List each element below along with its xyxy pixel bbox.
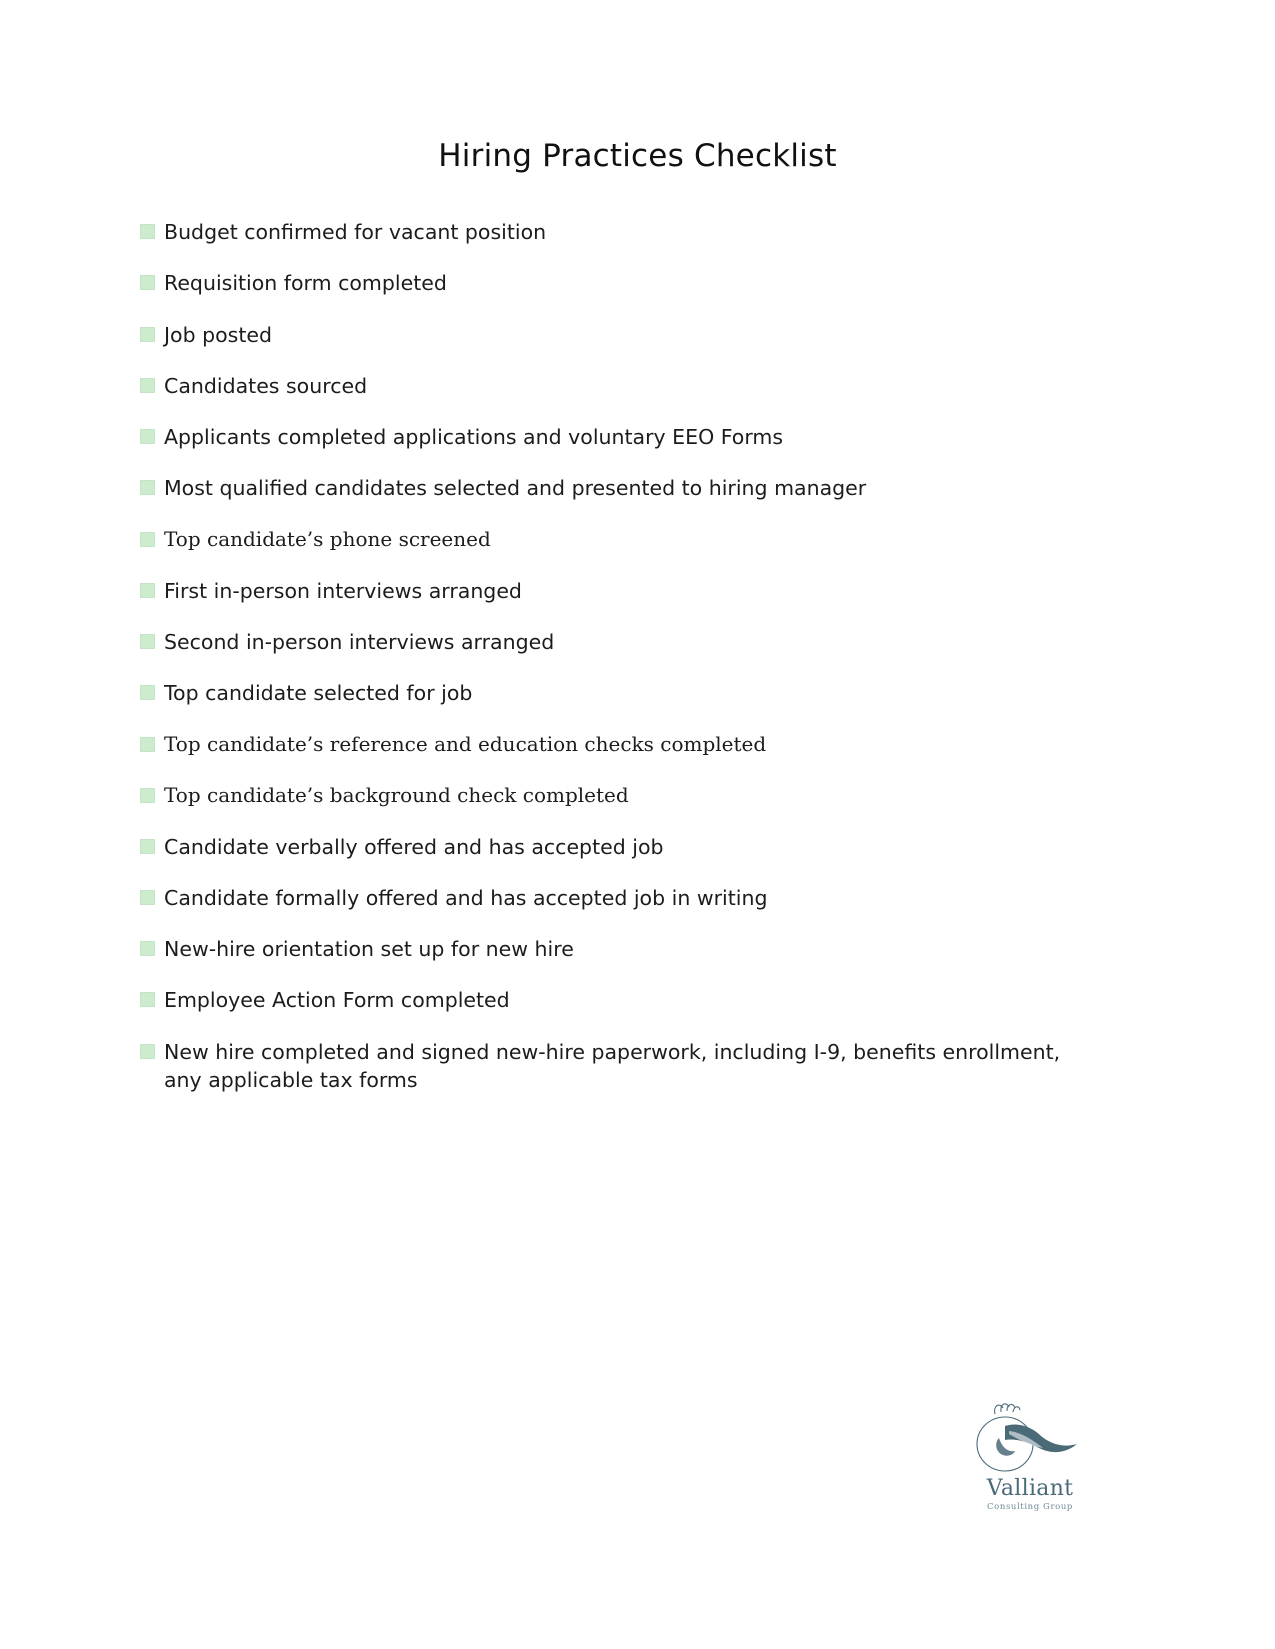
list-item-label: Job posted bbox=[164, 322, 273, 347]
list-item-label: Most qualified candidates selected and presented to hiring manager bbox=[164, 476, 867, 501]
checkbox-icon[interactable] bbox=[140, 378, 155, 393]
list-item-label: Budget confirmed for vacant position bbox=[164, 220, 547, 244]
logo-name: Valliant bbox=[986, 1476, 1074, 1501]
checkbox-icon[interactable] bbox=[140, 992, 155, 1007]
list-item[interactable] bbox=[140, 679, 1100, 707]
list-item-label: Second in-person interviews arranged bbox=[164, 629, 555, 654]
list-item[interactable] bbox=[140, 526, 1100, 554]
checkbox-icon[interactable] bbox=[140, 275, 155, 290]
checkbox-icon[interactable] bbox=[140, 839, 155, 854]
list-item[interactable] bbox=[140, 731, 1100, 759]
list-item-label: Top candidate’s background check completed bbox=[164, 782, 629, 807]
list-item-label: Top candidate’s phone screened bbox=[164, 526, 491, 551]
list-item[interactable] bbox=[140, 321, 1100, 349]
checkbox-icon[interactable] bbox=[140, 327, 155, 342]
list-item-label: Candidates sourced bbox=[164, 373, 368, 398]
list-item-label: Requisition form completed bbox=[164, 271, 447, 296]
list-item[interactable] bbox=[140, 782, 1100, 810]
bird-logo-icon bbox=[965, 1398, 1095, 1480]
logo-subtitle: Consulting Group bbox=[987, 1502, 1073, 1512]
page-title: Hiring Practices Checklist bbox=[438, 138, 837, 174]
list-item-label: Employee Action Form completed bbox=[164, 988, 510, 1013]
list-item-label: Applicants completed applications and voluntary EEO Forms bbox=[164, 425, 784, 450]
checkbox-icon[interactable] bbox=[140, 224, 155, 239]
list-item[interactable] bbox=[140, 935, 1100, 963]
checklist bbox=[140, 218, 1100, 1117]
checkbox-icon[interactable] bbox=[140, 429, 155, 444]
checkbox-icon[interactable] bbox=[140, 1044, 155, 1059]
checkbox-icon[interactable] bbox=[140, 890, 155, 905]
list-item[interactable] bbox=[140, 1038, 1100, 1095]
list-item[interactable] bbox=[140, 986, 1100, 1014]
list-item[interactable] bbox=[140, 577, 1100, 605]
list-item[interactable] bbox=[140, 474, 1100, 502]
checkbox-icon[interactable] bbox=[140, 532, 155, 547]
list-item-label: New-hire orientation set up for new hire bbox=[164, 937, 574, 962]
list-item[interactable] bbox=[140, 423, 1100, 451]
company-logo bbox=[965, 1398, 1095, 1523]
checkbox-icon[interactable] bbox=[140, 634, 155, 649]
checkbox-icon[interactable] bbox=[140, 788, 155, 803]
list-item-label: Candidate formally offered and has accepted job in writing bbox=[164, 885, 768, 910]
checkbox-icon[interactable] bbox=[140, 941, 155, 956]
list-item-label: New hire completed and signed new-hire paperwork, including I-9, benefits enrollment, any applicable tax forms bbox=[164, 1039, 1061, 1092]
checkbox-icon[interactable] bbox=[140, 737, 155, 752]
checkbox-icon[interactable] bbox=[140, 685, 155, 700]
list-item-label: Top candidate’s reference and education checks completed bbox=[164, 731, 767, 756]
list-item-label: First in-person interviews arranged bbox=[164, 578, 522, 603]
checkbox-icon[interactable] bbox=[140, 583, 155, 598]
list-item[interactable] bbox=[140, 269, 1100, 297]
checkbox-icon[interactable] bbox=[140, 480, 155, 495]
list-item[interactable] bbox=[140, 884, 1100, 912]
list-item[interactable] bbox=[140, 372, 1100, 400]
list-item-label: Candidate verbally offered and has accepted job bbox=[164, 834, 664, 859]
list-item[interactable] bbox=[140, 218, 1100, 246]
list-item[interactable] bbox=[140, 628, 1100, 656]
list-item[interactable] bbox=[140, 833, 1100, 861]
list-item-label: Top candidate selected for job bbox=[164, 681, 473, 706]
